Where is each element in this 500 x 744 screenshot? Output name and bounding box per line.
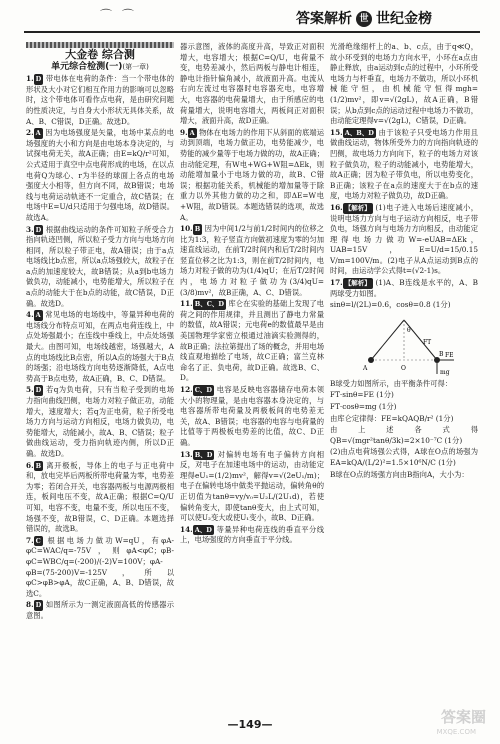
item-number: 16. <box>330 202 343 212</box>
birds-decoration: ⌒ ⌒ <box>100 8 137 22</box>
label-theta: θ <box>407 326 411 334</box>
item-number: 10. <box>180 224 193 234</box>
item-number: 14. <box>180 524 193 534</box>
answer-item <box>330 447 478 468</box>
answer-item <box>26 385 174 459</box>
answer-key: B、D <box>194 450 213 459</box>
answer-key: B、C、D <box>194 300 225 309</box>
item-number: 11. <box>180 299 193 309</box>
answer-item <box>26 74 174 127</box>
item-number: 6. <box>26 460 34 470</box>
item-number: 4. <box>26 310 34 320</box>
item-text: 如图所示为一测定液面高低的传感器示意图。 <box>26 600 174 620</box>
answers-list <box>330 42 478 480</box>
answer-item <box>330 470 478 481</box>
item-text: 等量异种电荷连线的垂直平分线上，电场强度的方向垂直于平分线。 <box>180 524 325 545</box>
label-a: A <box>363 364 368 372</box>
item-text: 电容是反映电容器储存电荷本领大小的物理量，是由电容器本身决定的，与电容器所带电荷量及两极板间的电势差无关，故A、B错误；电容器的电容与电荷量的比值等于两极板电势差的比值，故C、D正确。 <box>180 385 324 447</box>
brand-left-text: 答案解析 <box>296 11 352 27</box>
item-text: 物体在电场力的作用下从斜面的底端运动到顶端，电场力做正功，电势能减少，电势能的减少量等于电场力做的功，故A正确；由动能定理，有W电+WG+W阻=ΔEk，则动能增加量小于电场力做的功，故B、C错误；根据功能关系，机械能的增加量等于除重力以外其他力做的功之和，即ΔE=W电+W阻，故D错误。本题选错误的选项，故选A。 <box>180 127 325 222</box>
brand-logo-icon: 世 <box>356 11 372 27</box>
answer-key: C、D <box>194 386 213 394</box>
item-text: 因为中间1/2与前1/2时间内的位移之比为1:3，粒子竖直方向做初速度为零的匀加速直线运动，在前T/2时间内和后T/2时间内竖直位移之比为1:3，则在前T/2时间内，电场力对粒子做的功为(1/4)qU；在后T/2时间内，电场力对粒子做功为(3/4)qU=(3/8)mv²，故B正确，A、C、D错误。 <box>180 224 324 297</box>
unit-subtitle <box>26 62 174 73</box>
answer-key: A <box>35 311 41 320</box>
header-rule <box>24 31 480 33</box>
item-text: B球受力如图所示，由平衡条件可得： <box>330 378 453 388</box>
item-text: B球在O点的场强方向由B指向A，大小为： <box>330 469 469 479</box>
item-text: 对偏转电场有电子偏转方向相反，对电子在加速电场中的运动，由动能定理得eU₁=(1/2)mv²，解得v=√(2eU₁/m)；电子在偏转电场中做类平抛运动，偏转角θ的正切值为tanθ=vy/v₀=U₂L/(2U₁d)，若使偏转角变大，即使tanθ变大，由上式可知，可以使U₂变大或使U₁变小，故B、D正确。 <box>180 449 324 523</box>
answer-key: D <box>35 386 42 395</box>
item-text: (1)电子进入电场后速度减小，说明电场力方向与电子运动方向相反，电子带负电，场强方向与电场力方向相反，由动能定理得电场力做功W=-eUAB=ΔEk，UAB=15V，E=U/d=15/0.15 V/m=100V/m。(2)电子从A点运动到B点的时间，由运动学公式得t=(√2-1)s。 <box>330 202 478 276</box>
answer-item <box>180 128 324 223</box>
answer-item <box>180 525 324 546</box>
item-text: 根据曲线运动的条件可知粒子所受合力指向轨迹凹侧，所以粒子受力方向与电场方向相同，所以粒子带正电，故A错误；由于a点电场线比b点密，所以a点场强较大，故粒子在a点的加速度较大，故B错误；从a到b电场力做负功，动能减小，电势能增大，所以粒子在a点的动能大于在b点的动能，故C错误，D正确。故选D。 <box>26 224 174 308</box>
answer-item <box>330 42 478 127</box>
item-text: 根据电场力做功W=qU，有φA-φC=WAC/q=-75V，则φA<φC；φB-φC=WBC/q=(-200)/(-2)V=100V；φA-φB=(75-200)V=-125V，所以φC>φB>φA，故C正确，A、B、D错误，故选C。 <box>26 535 175 598</box>
answer-item <box>330 414 478 425</box>
answer-key: B <box>194 225 201 234</box>
answer-key: D <box>35 225 42 234</box>
item-number: 17. <box>330 278 343 288</box>
ball-a <box>368 357 374 363</box>
item-text: FT·cosθ=mg (1分) <box>330 402 397 412</box>
answer-item <box>330 390 478 401</box>
answer-item <box>26 536 174 600</box>
answer-item <box>330 425 478 446</box>
answer-item <box>180 224 324 298</box>
answers-list <box>180 42 324 546</box>
item-text: 光滑绝缘细杆上的a、b、c点，由于q≪Q，故小环受到的电场力方向水平，小环在a点由静止释放，由a运动到c点的过程中，小环所受电场力与杆垂直，电场力不做功，所以小环机械能守恒，由机械能守恒得mgh=(1/2)mv²，即v=√(2gL)，故A正确，B错误；从b点到c点的运动过程中电场力不做功，由动能定理得v=√(2gL)，C错误，D正确。 <box>330 42 478 126</box>
page-number: —149— <box>227 718 273 731</box>
label-fe: FE <box>445 351 454 359</box>
answer-key: A <box>35 129 41 138</box>
answer-key: C <box>35 536 41 545</box>
answer-key: A <box>189 128 195 137</box>
answer-item <box>26 600 174 621</box>
answer-item <box>330 300 478 311</box>
item-text: 离开极板，导体上的电子与正电荷中和，放电完毕后两板所带电荷量为零，电势差为零；若闭合开关，电容器两板与电源两极相连，板间电压不变，故A正确；根据C=Q/U可知，电容不变，电量不变，所以电压不变，场强不变，故B错误，C、D正确。本题选择错误的，故选B。 <box>26 460 174 534</box>
answers-list <box>26 74 174 621</box>
answer-key: A、B、D <box>344 128 374 137</box>
unit-subtitle-text: 单元综合检测(一) <box>51 61 123 72</box>
item-text: 由于该粒子只受电场力作用且做曲线运动，物体所受外力的方向指向轨迹的凹侧，故电场力方向向下，粒子的电场力对该粒子做负功，粒子的动能减小，电势能增大，故A正确；因为粒子带负电，所以电势变化，B正确；该粒子在a点的速度大于在b点的速度，电场力对粒子做负功，故D正确。 <box>330 127 478 201</box>
item-text: FT·sinθ=FE (1分) <box>330 390 394 400</box>
force-diagram <box>349 314 459 376</box>
chapter-note: (第一章) <box>122 62 149 71</box>
string-a <box>371 320 404 360</box>
answer-key: D <box>35 601 42 610</box>
header <box>0 0 500 36</box>
item-number: 1. <box>26 74 34 84</box>
item-text: 常见电场的电场线中，等量异种电荷的电场线分布特点可知，在两点电荷连线上，中点处场强最小；在连线中垂线上，中点处场强最大。由图可知，电场线越密，场强越大，A点的电场线比B点密，所以A点的场强大于B点的场强；沿电场线方向电势逐渐降低，A点电势高于B点电势，故A正确，B、C、D错误。 <box>26 310 175 383</box>
answer-item <box>330 128 478 202</box>
answer-item <box>330 379 478 390</box>
answer-key: D <box>35 75 42 84</box>
item-number: 15. <box>330 127 343 137</box>
item-number: 12. <box>180 385 193 394</box>
item-number: 9. <box>180 127 188 137</box>
watermark-url: MXQE.COM <box>436 728 476 736</box>
answer-item <box>330 203 478 277</box>
brand-right-text: 世纪金榜 <box>376 11 432 27</box>
answer-item <box>26 225 174 310</box>
answer-key: A、D <box>194 525 212 534</box>
column-2 <box>180 42 324 547</box>
item-text: (1)A、B连线是水平的，A、B两球受力如图。 <box>330 278 478 298</box>
answer-item <box>180 385 324 449</box>
answer-item <box>330 278 478 299</box>
string-b <box>404 320 437 360</box>
answer-item <box>330 402 478 413</box>
answer-item <box>180 42 324 127</box>
item-number: 5. <box>26 385 34 395</box>
item-text: 库仑在实验的基础上发现了电荷之间的作用规律，并且测出了静电力常量的数值，故A错误；元电荷e的数值最早是由美国物理学家密立根通过油滴实验测得的，故B正确；法拉第提出了场的概念，并用电场线直观地描绘了电场，故C正确；富兰克林命名了正、负电荷，故D正确。故选B、C、D。 <box>180 299 325 383</box>
item-text: 由上述各式得QB=√(mgr²tanθ/3k)=2×10⁻⁷C (1分) <box>330 425 478 445</box>
item-text: 带电体在电荷的条件：当一个带电体的形状及大小对它们相互作用力的影响可以忽略时，这个带电体可看作点电荷，是由研究问题的性质决定，与自身大小形状无具体关系，故A、B、C错误，D正确。故选D。 <box>26 74 174 126</box>
answer-item <box>180 299 324 384</box>
item-number: 3. <box>26 224 34 234</box>
answer-key: B <box>35 461 42 470</box>
item-text: sinθ=l/(2L)=0.6，cosθ=0.8 (1分) <box>330 300 451 310</box>
item-text: 因为电场强度是矢量，电场中某点的电场强度的大小和方向是由电场本身决定的，与试探电荷无关，故A正确；由E=kQ/r²可知，公式适用于真空中点电荷形成的电场，在以点电荷Q为球心、r为半径的球面上各点的电场强度大小相等，但方向不同，故B错误；电场线与电荷运动轨迹不一定重合，故C错误；在电场中E=U/d只适用于匀强电场，故D错误。故选A。 <box>26 128 175 222</box>
item-text: (2)由点电荷场强公式得，A球在O点的场强为EA=kQA/(L/2)²=1.5×10⁶N/C (1分) <box>330 447 478 467</box>
item-number: 2. <box>26 128 34 138</box>
column-1 <box>26 42 174 622</box>
label-mg: mg <box>440 368 450 376</box>
item-text: 由库仑定律得：FE=kQAQB/r² (1分) <box>330 413 454 423</box>
answer-item <box>26 310 174 384</box>
answer-key: 【解析】 <box>344 279 371 288</box>
answer-key: 【解析】 <box>344 203 371 212</box>
item-text: 若q为负电荷，只有当粒子受到的电场力指向曲线凹侧，电场力对粒子做正功，动能增大，速度增大；若q为正电荷，粒子所受电场力方向与运动方向相反，电场力做负功，电势能增大，动能减小，故A、B、C错误；粒子做曲线运动，受力指向轨迹内侧，所以D正确。故选D。 <box>26 385 174 458</box>
answer-item <box>26 461 174 535</box>
label-b: B <box>439 350 444 358</box>
section-title: 大金卷 综合测 <box>65 48 135 61</box>
item-number: 7. <box>26 535 34 545</box>
item-number: 8. <box>26 600 34 610</box>
label-o: O <box>401 364 406 372</box>
answer-item <box>180 450 324 524</box>
item-text: 器示意图，液体的高度升高，导致正对面积增大，电容增大；根据C=Q/U，电荷量不变，电势差减小，然后两板与静电计相连，静电计指针偏角减小，故液面升高。电流从右向左流过电容器时电容器充电，电容增大，电容器的电荷量增大，由于所感应的电荷量增大，说明电容增大，两板间正对面积增大，液面升高，故D正确。 <box>180 42 324 126</box>
watermark: 答案圈 <box>440 708 486 726</box>
brand <box>296 8 432 28</box>
answer-item <box>26 128 174 223</box>
column-3 <box>330 42 478 481</box>
label-ft: FT <box>423 338 432 346</box>
item-number: 13. <box>180 449 193 459</box>
